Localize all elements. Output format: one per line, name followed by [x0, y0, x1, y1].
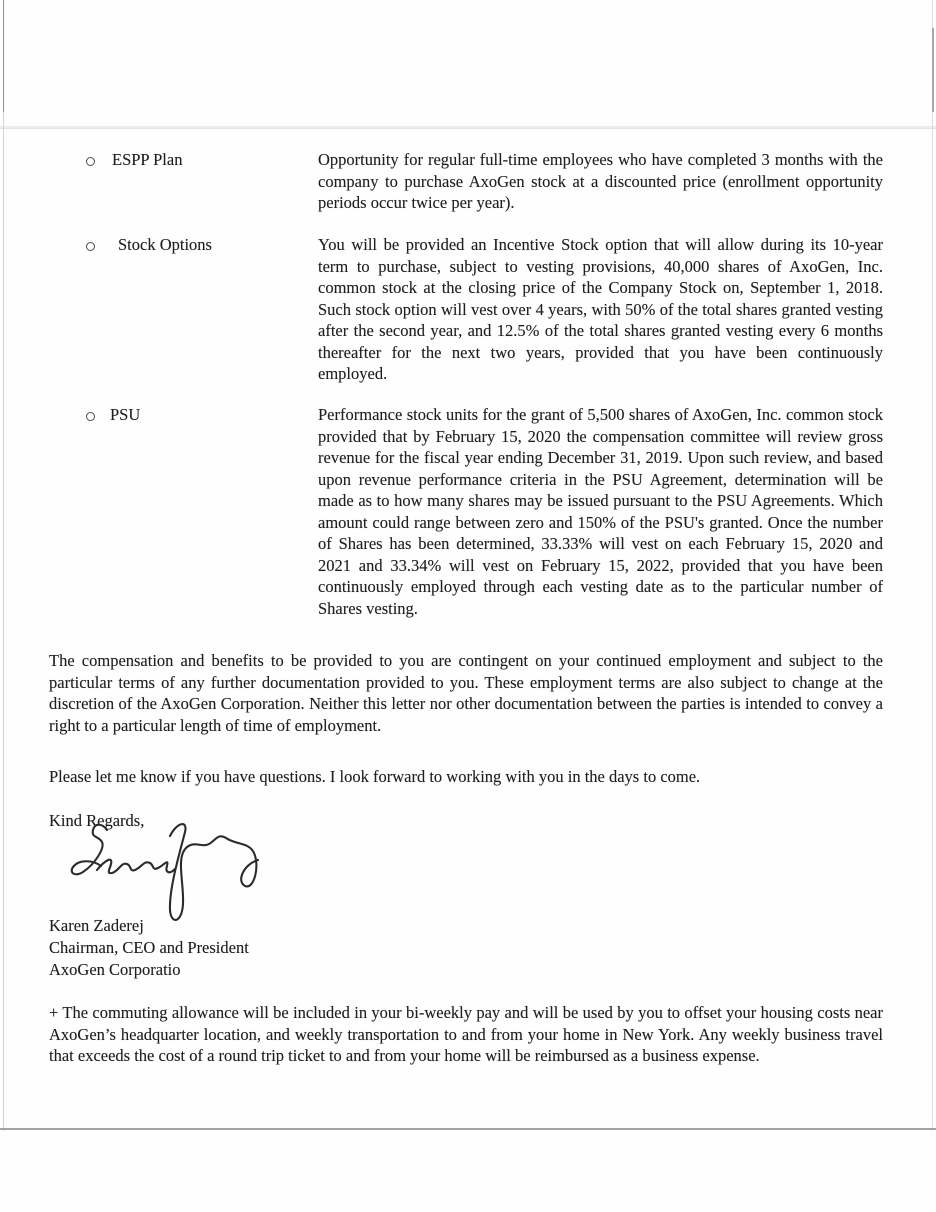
- right-page-edge-line: [932, 0, 933, 1131]
- bullet-circle-icon: [86, 412, 95, 421]
- paragraph-closing: Please let me know if you have questions. I look forward to working with you in the days to come.: [49, 767, 701, 786]
- bullet-label-stock-options: Stock Options: [118, 235, 212, 254]
- footnote-commuting-allowance: + The commuting allowance will be included in your bi-weekly pay and will be used by you to offset your housing costs near AxoGen’s headquarter location, and weekly transportation to and from your home in New York. Any weekly business travel that exceeds the cost of a round trip ticket to and from your home will be reimbursed as a business expense.: [49, 1003, 883, 1065]
- page-top-rule: [0, 126, 936, 129]
- page-bottom-rule: [0, 1128, 936, 1130]
- bullet-label-psu: PSU: [110, 405, 141, 424]
- bullet-circle-icon: [86, 242, 95, 251]
- left-page-edge-line-dark-segment: [3, 0, 4, 112]
- signer-name: Karen Zaderej: [49, 916, 144, 935]
- bullet-description-stock-options: You will be provided an Incentive Stock option that will allow during its 10-year term to purchase, subject to vesting provisions, 40,000 shares of AxoGen, Inc. common stock at the closing price of the Company Stock on, September 1, 2018. Such stock option will vest over 4 years, with 50% of the total shares granted vesting after the second year, and 12.5% of the total shares granted vesting every 6 months thereafter for the next two years, provided that you have been continuously employed.: [318, 235, 883, 383]
- signer-company: AxoGen Corporatio: [49, 960, 181, 979]
- salutation: Kind Regards,: [49, 811, 145, 830]
- bullet-description-espp-plan: Opportunity for regular full-time employees who have completed 3 months with the company to purchase AxoGen stock at a discounted price (enrollment opportunity periods occur twice per year).: [318, 150, 883, 212]
- left-page-edge-line: [3, 0, 4, 1131]
- bullet-label-espp-plan: ESPP Plan: [112, 150, 183, 169]
- paragraph-compensation-terms: The compensation and benefits to be provided to you are contingent on your continued employment and subject to the particular terms of any further documentation provided to you. These employment terms are also subject to change at the discretion of the AxoGen Corporation. Neither this letter nor other documentation between the parties is intended to convey a right to a particular length of time of employment.: [49, 651, 883, 735]
- right-page-edge-line-dark-segment: [932, 28, 934, 112]
- bullet-description-psu: Performance stock units for the grant of 5,500 shares of AxoGen, Inc. common stock provided that by February 15, 2020 the compensation committee will review gross revenue for the fiscal year ending December 31, 2019. Upon such review, and based upon revenue performance criteria in the PSU Agreement, determination will be made as to how many shares may be issued pursuant to the PSU Agreements. Which amount could range between zero and 150% of the PSU's granted. Once the number of Shares has been determined, 33.33% will vest on each February 15, 2020 and 2021 and 33.34% will vest on February 15, 2022, provided that you have been continuously employed through each vesting date as to the particular number of Shares vesting.: [318, 405, 883, 618]
- bullet-circle-icon: [86, 157, 95, 166]
- signer-title: Chairman, CEO and President: [49, 938, 249, 957]
